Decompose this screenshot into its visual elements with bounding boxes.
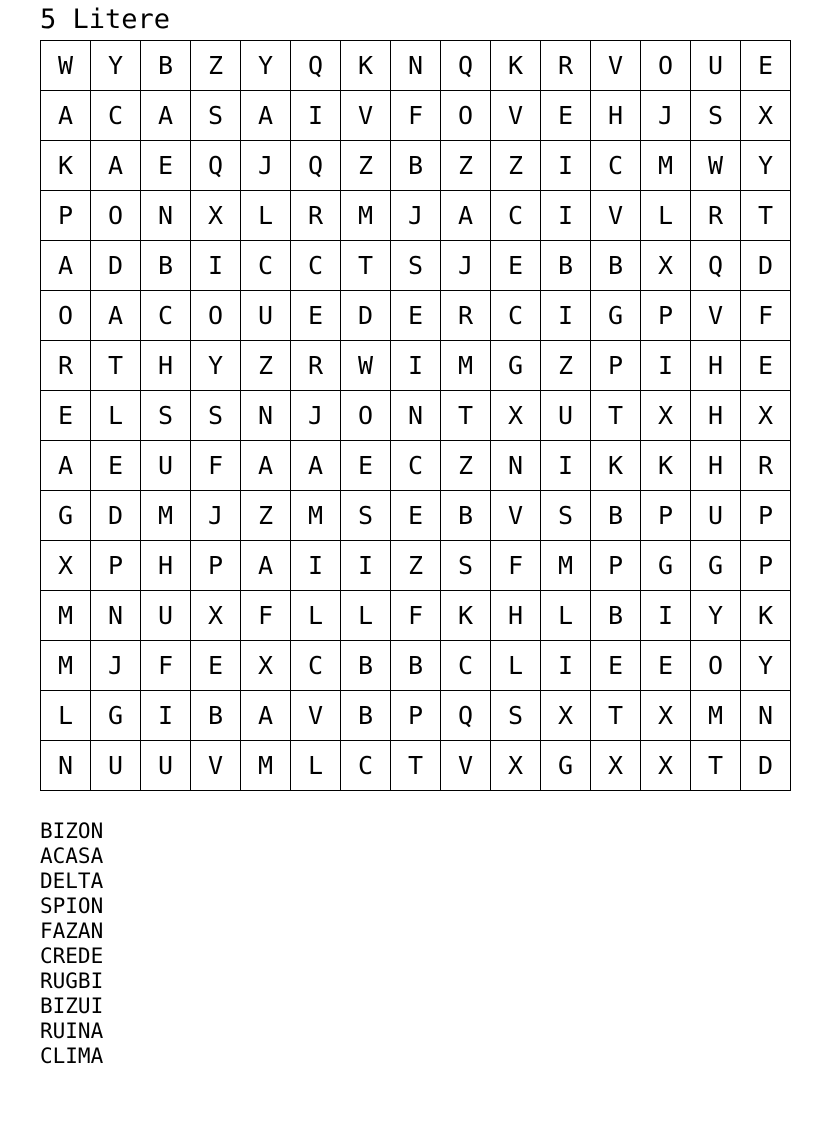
grid-row xyxy=(41,591,791,641)
word-list-item: CREDE xyxy=(40,944,104,968)
grid-cell[interactable]: N xyxy=(241,391,291,441)
grid-cell[interactable]: X xyxy=(741,91,791,141)
grid-row xyxy=(41,41,791,91)
grid-row xyxy=(41,241,791,291)
grid-cell[interactable]: P xyxy=(741,541,791,591)
grid-cell[interactable]: C xyxy=(441,641,491,691)
grid-cell[interactable]: B xyxy=(191,691,241,741)
grid-cell[interactable]: F xyxy=(391,591,441,641)
grid-cell[interactable]: E xyxy=(41,391,91,441)
grid-cell[interactable]: V xyxy=(591,41,641,91)
grid-cell[interactable]: S xyxy=(541,491,591,541)
grid-cell[interactable]: P xyxy=(391,691,441,741)
grid-cell[interactable]: F xyxy=(241,591,291,641)
grid-cell[interactable]: I xyxy=(341,541,391,591)
grid-cell[interactable]: W xyxy=(41,41,91,91)
grid-cell[interactable]: O xyxy=(191,291,241,341)
grid-cell[interactable]: R xyxy=(691,191,741,241)
grid-cell[interactable]: C xyxy=(241,241,291,291)
grid-cell[interactable]: J xyxy=(641,91,691,141)
grid-cell[interactable]: F xyxy=(141,641,191,691)
grid-cell[interactable]: Y xyxy=(741,641,791,691)
grid-cell[interactable]: S xyxy=(491,691,541,741)
grid-cell[interactable]: T xyxy=(691,741,741,791)
grid-cell[interactable]: E xyxy=(741,341,791,391)
grid-cell[interactable]: C xyxy=(141,291,191,341)
grid-cell[interactable]: X xyxy=(491,741,541,791)
grid-cell[interactable]: H xyxy=(491,591,541,641)
grid-cell[interactable]: O xyxy=(341,391,391,441)
grid-cell[interactable]: I xyxy=(641,591,691,641)
grid-cell[interactable]: X xyxy=(641,241,691,291)
grid-cell[interactable]: E xyxy=(591,641,641,691)
grid-cell[interactable]: N xyxy=(391,41,441,91)
grid-cell[interactable]: T xyxy=(341,241,391,291)
grid-cell[interactable]: R xyxy=(291,341,341,391)
grid-cell[interactable]: P xyxy=(641,491,691,541)
grid-cell[interactable]: U xyxy=(691,491,741,541)
grid-cell[interactable]: Z xyxy=(541,341,591,391)
grid-cell[interactable]: J xyxy=(291,391,341,441)
grid-cell[interactable]: O xyxy=(441,91,491,141)
grid-cell[interactable]: X xyxy=(41,541,91,591)
grid-cell[interactable]: L xyxy=(491,641,541,691)
grid-cell[interactable]: T xyxy=(391,741,441,791)
grid-cell[interactable]: L xyxy=(291,591,341,641)
grid-cell[interactable]: V xyxy=(341,91,391,141)
grid-cell[interactable]: F xyxy=(391,91,441,141)
grid-cell[interactable]: D xyxy=(741,241,791,291)
grid-cell[interactable]: B xyxy=(441,491,491,541)
grid-cell[interactable]: A xyxy=(141,91,191,141)
word-list-item: RUGBI xyxy=(40,969,104,993)
grid-cell[interactable]: I xyxy=(541,191,591,241)
grid-cell[interactable]: S xyxy=(391,241,441,291)
grid-cell[interactable]: B xyxy=(391,641,441,691)
grid-cell[interactable]: J xyxy=(191,491,241,541)
word-list-item: BIZUI xyxy=(40,994,104,1018)
grid-cell[interactable]: C xyxy=(291,641,341,691)
grid-cell[interactable]: V xyxy=(491,491,541,541)
grid-cell[interactable]: X xyxy=(641,391,691,441)
grid-cell[interactable]: S xyxy=(191,91,241,141)
grid-cell[interactable]: I xyxy=(541,441,591,491)
grid-row xyxy=(41,641,791,691)
grid-cell[interactable]: Z xyxy=(391,541,441,591)
grid-cell[interactable]: B xyxy=(541,241,591,291)
grid-cell[interactable]: L xyxy=(541,591,591,641)
grid-cell[interactable]: A xyxy=(41,441,91,491)
grid-cell[interactable]: E xyxy=(641,641,691,691)
grid-cell[interactable]: V xyxy=(191,741,241,791)
grid-cell[interactable]: F xyxy=(741,291,791,341)
grid-row xyxy=(41,141,791,191)
word-list xyxy=(40,819,103,1069)
grid-cell[interactable]: R xyxy=(541,41,591,91)
grid-cell[interactable]: I xyxy=(541,641,591,691)
grid-row xyxy=(41,541,791,591)
grid-cell[interactable]: Q xyxy=(191,141,241,191)
grid-cell[interactable]: T xyxy=(591,391,641,441)
grid-cell[interactable]: Q xyxy=(441,41,491,91)
grid-cell[interactable]: K xyxy=(491,41,541,91)
grid-cell[interactable]: X xyxy=(591,741,641,791)
grid-cell[interactable]: Z xyxy=(241,491,291,541)
grid-cell[interactable]: C xyxy=(91,91,141,141)
grid-row xyxy=(41,691,791,741)
grid-cell[interactable]: G xyxy=(41,491,91,541)
grid-cell[interactable]: A xyxy=(241,441,291,491)
grid-cell[interactable]: Y xyxy=(241,41,291,91)
grid-cell[interactable]: Q xyxy=(291,141,341,191)
grid-cell[interactable]: D xyxy=(91,241,141,291)
grid-cell[interactable]: D xyxy=(91,491,141,541)
grid-cell[interactable]: T xyxy=(741,191,791,241)
grid-cell[interactable]: E xyxy=(141,141,191,191)
grid-cell[interactable]: X xyxy=(491,391,541,441)
grid-cell[interactable]: B xyxy=(141,241,191,291)
grid-cell[interactable]: K xyxy=(41,141,91,191)
grid-cell[interactable]: M xyxy=(41,641,91,691)
grid-cell[interactable]: N xyxy=(141,191,191,241)
grid-cell[interactable]: T xyxy=(91,341,141,391)
grid-cell[interactable]: U xyxy=(141,591,191,641)
word-list-item: DELTA xyxy=(40,869,104,893)
grid-cell[interactable]: C xyxy=(491,291,541,341)
grid-row xyxy=(41,741,791,791)
letter-grid xyxy=(40,40,791,791)
grid-cell[interactable]: U xyxy=(141,441,191,491)
grid-cell[interactable]: N xyxy=(41,741,91,791)
grid-cell[interactable]: Y xyxy=(191,341,241,391)
grid-cell[interactable]: H xyxy=(141,341,191,391)
puzzle-title: 5 Litere xyxy=(40,4,171,35)
grid-cell[interactable]: O xyxy=(641,41,691,91)
grid-cell[interactable]: B xyxy=(591,491,641,541)
grid-cell[interactable]: C xyxy=(341,741,391,791)
grid-cell[interactable]: Z xyxy=(441,141,491,191)
grid-cell[interactable]: V xyxy=(591,191,641,241)
word-list-item: ACASA xyxy=(40,844,104,868)
grid-cell[interactable]: P xyxy=(641,291,691,341)
grid-cell[interactable]: E xyxy=(91,441,141,491)
word-list-item: BIZON xyxy=(40,819,104,843)
grid-cell[interactable]: N xyxy=(91,591,141,641)
grid-cell[interactable]: V xyxy=(491,91,541,141)
grid-cell[interactable]: J xyxy=(91,641,141,691)
grid-cell[interactable]: S xyxy=(341,491,391,541)
grid-cell[interactable]: R xyxy=(41,341,91,391)
grid-row xyxy=(41,391,791,441)
grid-cell[interactable]: C xyxy=(391,441,441,491)
grid-cell[interactable]: L xyxy=(41,691,91,741)
grid-cell[interactable]: A xyxy=(91,291,141,341)
word-list-item: CLIMA xyxy=(40,1044,104,1068)
grid-cell[interactable]: E xyxy=(341,441,391,491)
grid-cell[interactable]: A xyxy=(441,191,491,241)
grid-cell[interactable]: Q xyxy=(291,41,341,91)
grid-cell[interactable]: E xyxy=(291,291,341,341)
grid-cell[interactable]: B xyxy=(341,641,391,691)
grid-cell[interactable]: L xyxy=(641,191,691,241)
grid-cell[interactable]: F xyxy=(191,441,241,491)
grid-cell[interactable]: A xyxy=(41,91,91,141)
grid-cell[interactable]: U xyxy=(241,291,291,341)
grid-cell[interactable]: X xyxy=(541,691,591,741)
grid-cell[interactable]: E xyxy=(391,291,441,341)
grid-cell[interactable]: Z xyxy=(241,341,291,391)
grid-cell[interactable]: X xyxy=(641,741,691,791)
grid-cell[interactable]: X xyxy=(741,391,791,441)
word-list-item: SPION xyxy=(40,894,104,918)
grid-cell[interactable]: J xyxy=(441,241,491,291)
grid-cell[interactable]: A xyxy=(241,691,291,741)
grid-cell[interactable]: C xyxy=(291,241,341,291)
grid-cell[interactable]: I xyxy=(291,91,341,141)
grid-cell[interactable]: R xyxy=(441,291,491,341)
grid-cell[interactable]: Y xyxy=(741,141,791,191)
word-list-item: RUINA xyxy=(40,1019,104,1043)
grid-cell[interactable]: B xyxy=(341,691,391,741)
grid-cell[interactable]: Y xyxy=(91,41,141,91)
grid-cell[interactable]: V xyxy=(691,291,741,341)
grid-cell[interactable]: I xyxy=(191,241,241,291)
grid-cell[interactable]: V xyxy=(291,691,341,741)
grid-cell[interactable]: B xyxy=(591,241,641,291)
grid-cell[interactable]: M xyxy=(691,691,741,741)
grid-cell[interactable]: Z xyxy=(341,141,391,191)
grid-cell[interactable]: X xyxy=(241,641,291,691)
grid-cell[interactable]: L xyxy=(91,391,141,441)
grid-cell[interactable]: L xyxy=(341,591,391,641)
grid-cell[interactable]: R xyxy=(291,191,341,241)
grid-cell[interactable]: C xyxy=(591,141,641,191)
grid-cell[interactable]: N xyxy=(491,441,541,491)
grid-cell[interactable]: M xyxy=(541,541,591,591)
grid-cell[interactable]: B xyxy=(141,41,191,91)
grid-cell[interactable]: E xyxy=(741,41,791,91)
grid-cell[interactable]: D xyxy=(341,291,391,341)
grid-row xyxy=(41,291,791,341)
grid-cell[interactable]: K xyxy=(341,41,391,91)
grid-cell[interactable]: M xyxy=(141,491,191,541)
grid-cell[interactable]: M xyxy=(341,191,391,241)
grid-cell[interactable]: C xyxy=(491,191,541,241)
grid-cell[interactable]: W xyxy=(691,141,741,191)
grid-cell[interactable]: G xyxy=(491,341,541,391)
grid-cell[interactable]: Z xyxy=(191,41,241,91)
grid-cell[interactable]: A xyxy=(41,241,91,291)
grid-cell[interactable]: P xyxy=(591,341,641,391)
grid-cell[interactable]: E xyxy=(191,641,241,691)
grid-cell[interactable]: G xyxy=(641,541,691,591)
grid-cell[interactable]: A xyxy=(291,441,341,491)
grid-cell[interactable]: L xyxy=(291,741,341,791)
grid-cell[interactable]: M xyxy=(291,491,341,541)
grid-cell[interactable]: Y xyxy=(691,591,741,641)
grid-cell[interactable]: J xyxy=(241,141,291,191)
grid-cell[interactable]: K xyxy=(741,591,791,641)
grid-row xyxy=(41,441,791,491)
grid-cell[interactable]: W xyxy=(341,341,391,391)
grid-cell[interactable]: U xyxy=(91,741,141,791)
grid-cell[interactable]: S xyxy=(691,91,741,141)
grid-cell[interactable]: G xyxy=(541,741,591,791)
grid-cell[interactable]: I xyxy=(291,541,341,591)
grid-cell[interactable]: N xyxy=(391,391,441,441)
grid-cell[interactable]: K xyxy=(441,591,491,641)
grid-cell[interactable]: Z xyxy=(491,141,541,191)
grid-cell[interactable]: A xyxy=(91,141,141,191)
grid-cell[interactable]: G xyxy=(91,691,141,741)
grid-cell[interactable]: O xyxy=(41,291,91,341)
grid-cell[interactable]: P xyxy=(741,491,791,541)
grid-cell[interactable]: T xyxy=(591,691,641,741)
grid-cell[interactable]: S xyxy=(141,391,191,441)
grid-cell[interactable]: H xyxy=(141,541,191,591)
grid-cell[interactable]: U xyxy=(541,391,591,441)
grid-cell[interactable]: Q xyxy=(441,691,491,741)
grid-cell[interactable]: U xyxy=(141,741,191,791)
grid-cell[interactable]: P xyxy=(91,541,141,591)
grid-cell[interactable]: J xyxy=(391,191,441,241)
grid-cell[interactable]: P xyxy=(591,541,641,591)
grid-cell[interactable]: I xyxy=(391,341,441,391)
grid-cell[interactable]: I xyxy=(541,291,591,341)
grid-cell[interactable]: Z xyxy=(441,441,491,491)
grid-cell[interactable]: H xyxy=(691,441,741,491)
grid-cell[interactable]: K xyxy=(591,441,641,491)
grid-cell[interactable]: I xyxy=(641,341,691,391)
grid-cell[interactable]: M xyxy=(641,141,691,191)
grid-cell[interactable]: T xyxy=(441,391,491,441)
grid-cell[interactable]: A xyxy=(241,541,291,591)
grid-cell[interactable]: I xyxy=(541,141,591,191)
grid-cell[interactable]: E xyxy=(491,241,541,291)
grid-cell[interactable]: E xyxy=(541,91,591,141)
grid-cell[interactable]: D xyxy=(741,741,791,791)
grid-cell[interactable]: G xyxy=(591,291,641,341)
grid-cell[interactable]: P xyxy=(191,541,241,591)
grid-cell[interactable]: H xyxy=(691,341,741,391)
grid-cell[interactable]: X xyxy=(641,691,691,741)
grid-row xyxy=(41,491,791,541)
grid-cell[interactable]: S xyxy=(441,541,491,591)
grid-cell[interactable]: X xyxy=(191,591,241,641)
grid-cell[interactable]: Q xyxy=(691,241,741,291)
grid-cell[interactable]: P xyxy=(41,191,91,241)
grid-cell[interactable]: G xyxy=(691,541,741,591)
grid-cell[interactable]: N xyxy=(741,691,791,741)
grid-cell[interactable]: E xyxy=(391,491,441,541)
grid-cell[interactable]: M xyxy=(41,591,91,641)
grid-cell[interactable]: B xyxy=(391,141,441,191)
grid-cell[interactable]: A xyxy=(241,91,291,141)
grid-cell[interactable]: K xyxy=(641,441,691,491)
grid-cell[interactable]: S xyxy=(191,391,241,441)
grid-cell[interactable]: V xyxy=(441,741,491,791)
grid-cell[interactable]: M xyxy=(241,741,291,791)
grid-cell[interactable]: H xyxy=(691,391,741,441)
grid-row xyxy=(41,91,791,141)
grid-row xyxy=(41,191,791,241)
grid-cell[interactable]: O xyxy=(691,641,741,691)
grid-cell[interactable]: F xyxy=(491,541,541,591)
grid-cell[interactable]: B xyxy=(591,591,641,641)
grid-cell[interactable]: I xyxy=(141,691,191,741)
grid-cell[interactable]: R xyxy=(741,441,791,491)
grid-cell[interactable]: M xyxy=(441,341,491,391)
grid-cell[interactable]: H xyxy=(591,91,641,141)
grid-cell[interactable]: L xyxy=(241,191,291,241)
grid-row xyxy=(41,341,791,391)
grid-cell[interactable]: O xyxy=(91,191,141,241)
word-list-item: FAZAN xyxy=(40,919,104,943)
grid-cell[interactable]: X xyxy=(191,191,241,241)
grid-cell[interactable]: U xyxy=(691,41,741,91)
